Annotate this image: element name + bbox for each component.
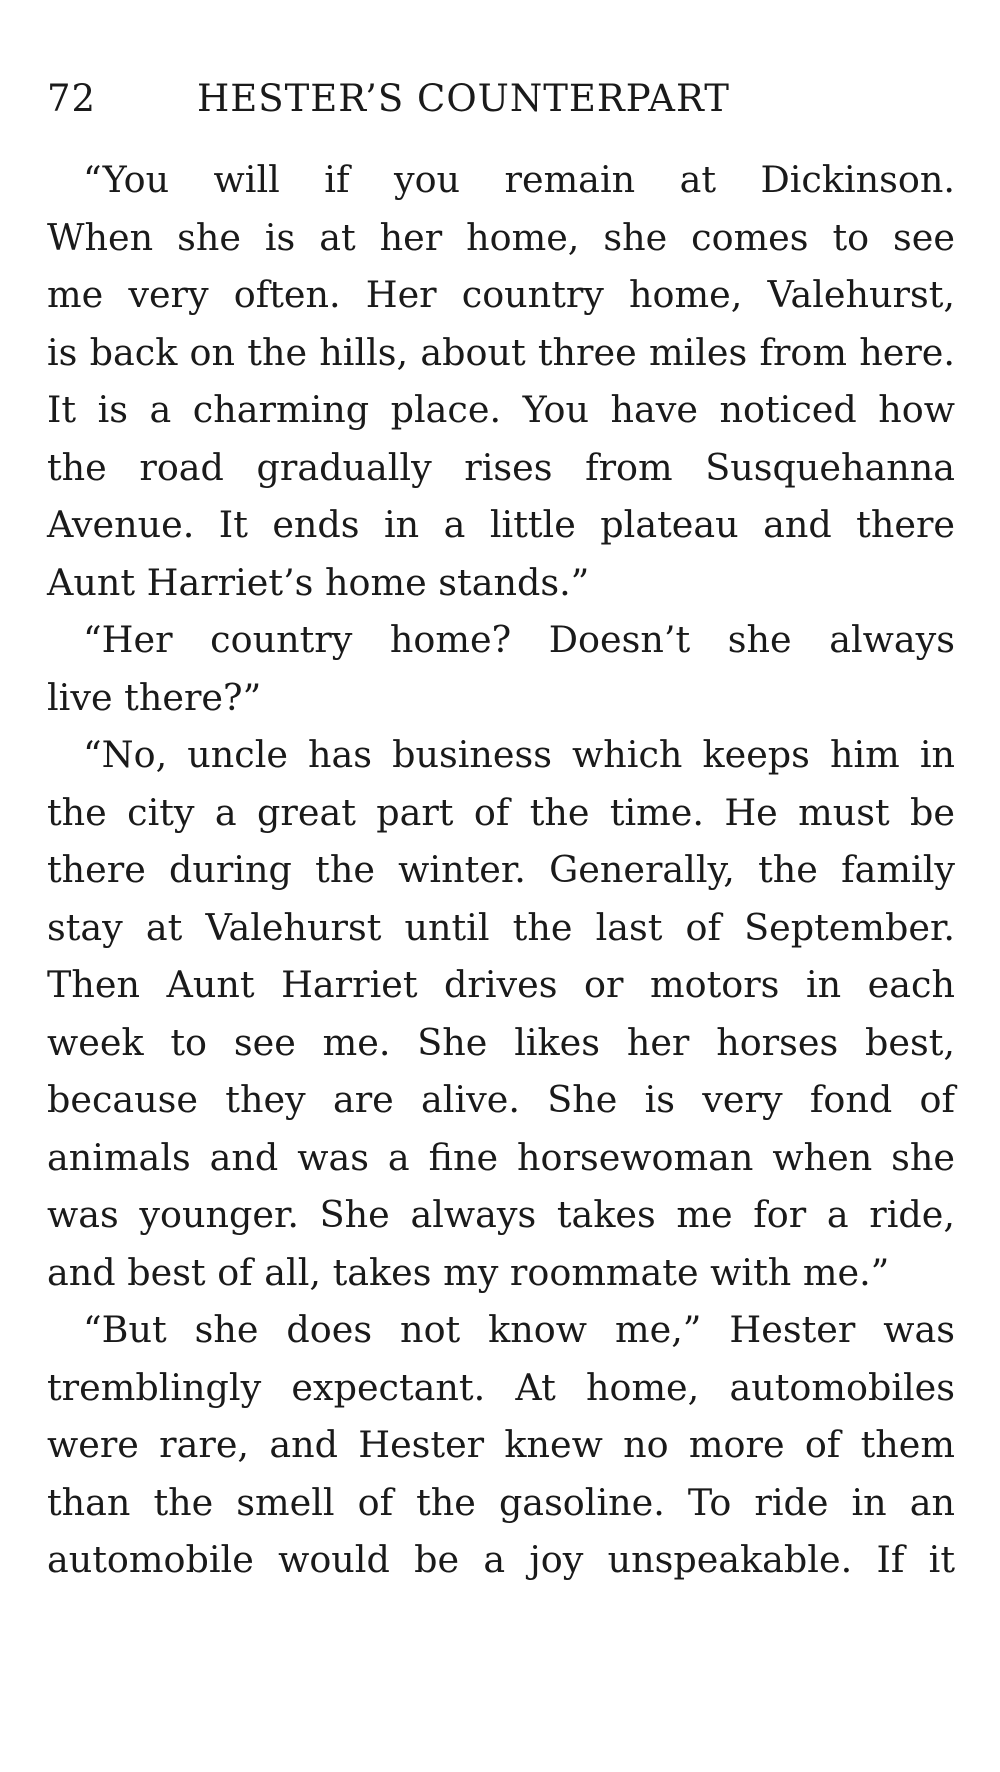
running-title: HESTER’S COUNTERPART — [197, 77, 730, 120]
text-line: Avenue. It ends in a little plateau and there — [47, 503, 955, 546]
text-line: there during the winter. Generally, the family — [47, 848, 955, 891]
body-text — [47, 151, 955, 1589]
text-line: the road gradually rises from Susquehanna — [47, 445, 955, 489]
text-line: animals and was a fine horsewoman when she — [47, 1135, 955, 1179]
page-number: 72 — [47, 77, 97, 120]
text-line: because they are alive. She is very fond of — [47, 1078, 955, 1121]
text-line: is back on the hills, about three miles from here. — [47, 330, 955, 374]
text-line: was younger. She always takes me for a ride, — [47, 1193, 955, 1236]
text-line: were rare, and Hester knew no more of them — [47, 1423, 955, 1466]
running-head — [47, 77, 955, 120]
text-line: tremblingly expectant. At home, automobiles — [47, 1365, 955, 1409]
paragraph — [47, 726, 955, 1301]
text-line: automobile would be a joy unspeakable. If it — [47, 1538, 955, 1581]
text-line: and best of all, takes my roommate with me.” — [47, 1250, 890, 1294]
text-line: When she is at her home, she comes to see — [47, 215, 955, 259]
text-line: “Her country home? Doesn’t she always — [83, 618, 955, 661]
text-line: the city a great part of the time. He must be — [47, 790, 955, 834]
text-line: Then Aunt Harriet drives or motors in each — [47, 963, 955, 1006]
paragraph — [47, 611, 955, 726]
text-line: me very often. Her country home, Valehurst, — [47, 273, 955, 316]
text-line: live there?” — [47, 675, 262, 719]
text-line: “But she does not know me,” Hester was — [83, 1308, 955, 1351]
paragraph — [47, 1301, 955, 1589]
text-line: than the smell of the gasoline. To ride in an — [47, 1480, 955, 1524]
book-page — [47, 77, 955, 1589]
text-line: It is a charming place. You have noticed how — [47, 388, 955, 431]
text-line: week to see me. She likes her horses best, — [47, 1020, 955, 1064]
text-line: “You will if you remain at Dickinson. — [83, 158, 955, 201]
text-line: “No, uncle has business which keeps him in — [83, 733, 955, 776]
text-line: Aunt Harriet’s home stands.” — [47, 560, 590, 604]
text-line: stay at Valehurst until the last of September. — [47, 905, 955, 949]
paragraph — [47, 151, 955, 611]
